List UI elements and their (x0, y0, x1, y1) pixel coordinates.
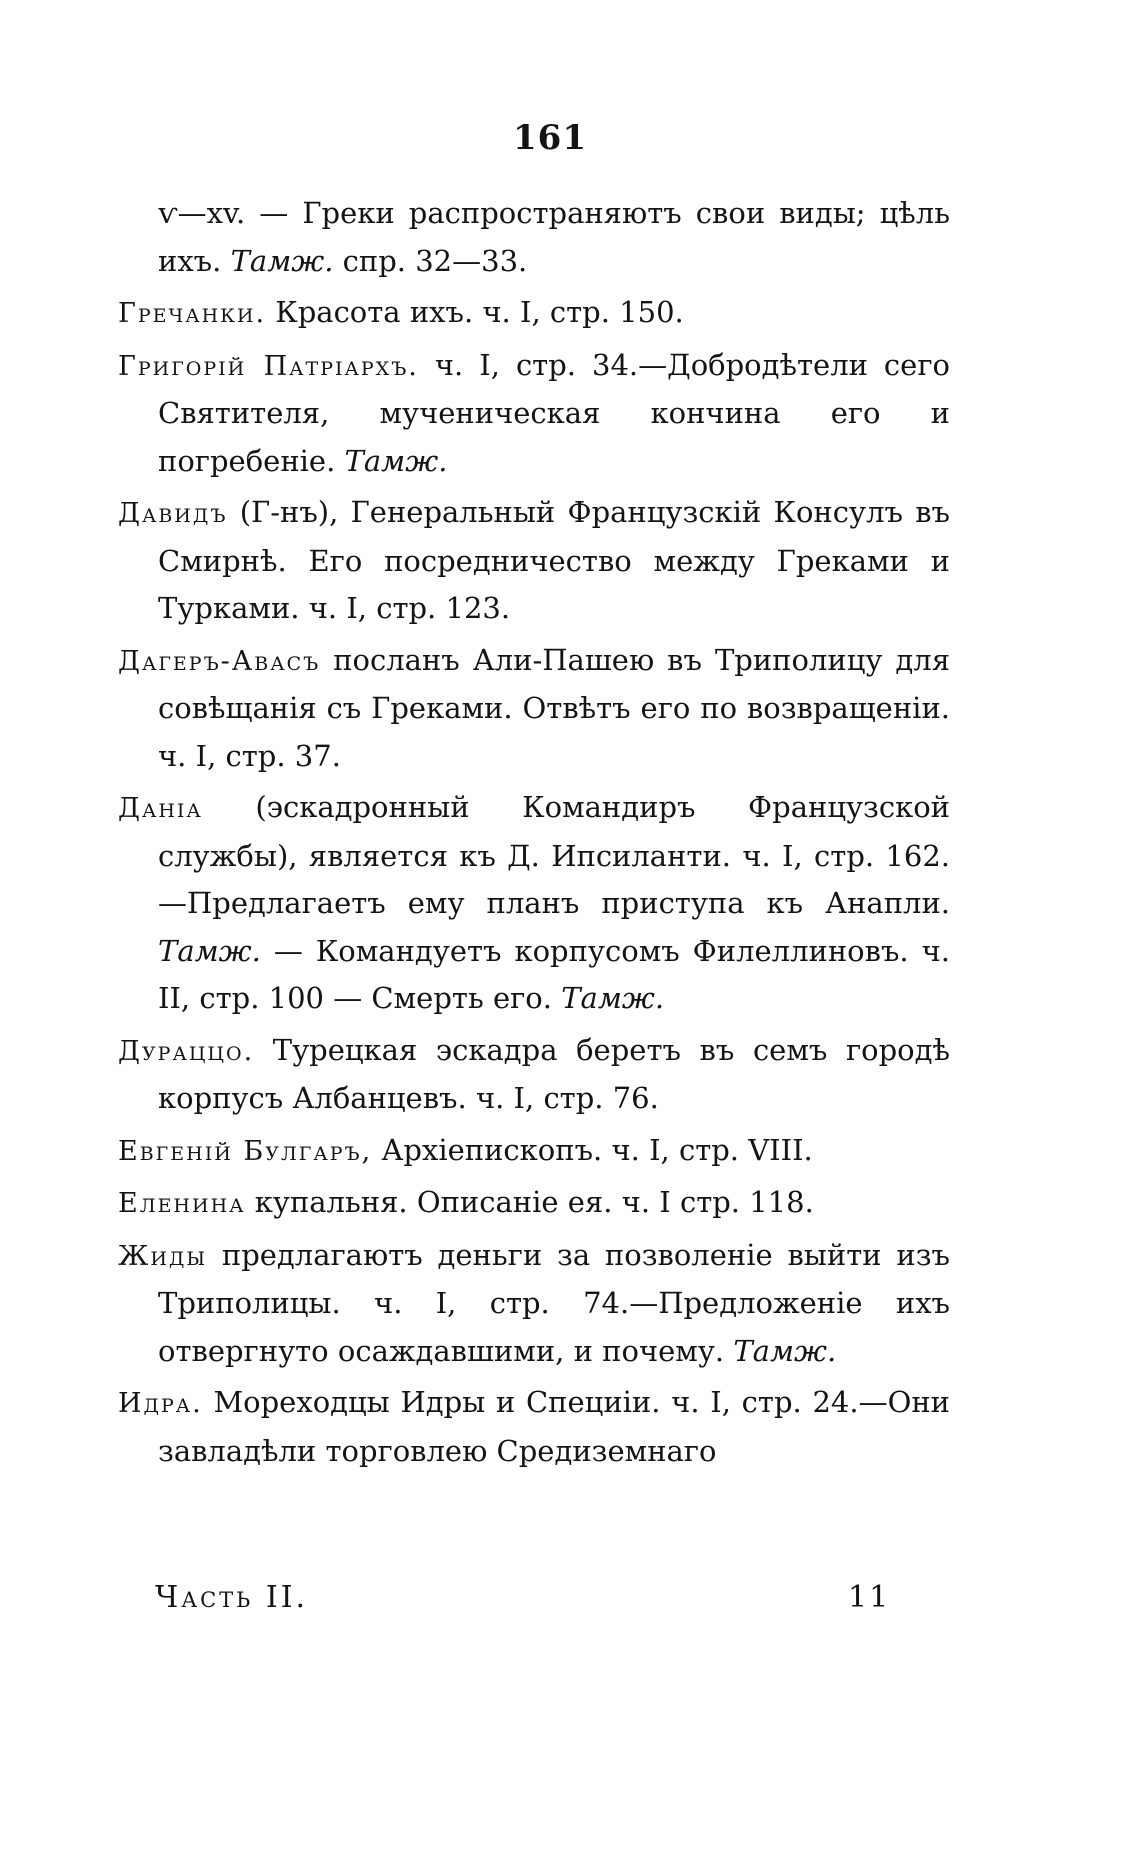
index-entry: Григорій Патріархъ. ч. I, стр. 34.—Добродѣтели сего Святителя, мученическая кончина его и погребеніе. Тамж. (118, 347, 950, 478)
entry-heading: Гречанки. (118, 298, 267, 329)
entry-heading: Григорій Патріархъ. (118, 350, 419, 382)
index-entry: Дагеръ-Авасъ посланъ Али-Пашею въ Триполицу для совѣщанія съ Греками. Отвѣтъ его по возвращеніи. ч. I, стр. 37. (118, 642, 950, 773)
index-entry: Еленина купальня. Описаніе ея. ч. I стр. 118. (118, 1185, 814, 1219)
page-number: 161 (513, 118, 587, 158)
sheet-number: 11 (848, 1580, 891, 1615)
index-entries (118, 190, 950, 1479)
index-entry: ѵ—xv. — Греки распространяютъ свои виды; цѣль ихъ. Тамж. спр. 32—33. (158, 196, 950, 278)
index-entry: Жиды предлагаютъ деньги за позволеніе выйти изъ Триполицы. ч. I, стр. 74.—Предложеніе ихъ отвергнуто осаждавшими, и почему. Тамж. (118, 1237, 950, 1368)
entry-heading: Даніа (118, 793, 203, 824)
entry-heading: Дураццо. (118, 1035, 255, 1067)
index-entry: Даніа (эскадронный Командиръ Французской службы), является къ Д. Ипсиланти. ч. I, стр. 162.—Предлагаетъ ему планъ приступа къ Анапли. Тамж. — Командуетъ корпусомъ Филеллиновъ. ч. II, стр. 100 — Смерть его. Тамж. (118, 790, 950, 1015)
entry-heading: Идра. (118, 1388, 203, 1419)
entry-heading: Евгеній Булгаръ, (118, 1135, 373, 1167)
index-entry: Давидъ (Г-нъ), Генеральный Французскій Консулъ въ Смирнѣ. Его посредничество между Греками и Турками. ч. I, стр. 123. (118, 495, 950, 625)
index-entry: Идра. Мореходцы Идры и Специіи. ч. I, стр. 24.—Они завладѣли торговлею Средиземнаго (118, 1385, 950, 1468)
entry-heading: Жиды (118, 1240, 208, 1272)
index-entry: Гречанки. Красота ихъ. ч. I, стр. 150. (118, 295, 684, 329)
entry-heading: Давидъ (118, 498, 228, 529)
index-entry: Дураццо. Турецкая эскадра беретъ въ семъ городѣ корпусъ Албанцевъ. ч. I, стр. 76. (118, 1032, 950, 1115)
entry-heading: Дагеръ-Авасъ (118, 645, 321, 677)
index-entry: Евгеній Булгаръ, Архіепископъ. ч. I, стр. VIII. (118, 1132, 813, 1167)
entry-heading: Еленина (118, 1188, 246, 1219)
signature-mark: Часть II. (155, 1580, 309, 1615)
